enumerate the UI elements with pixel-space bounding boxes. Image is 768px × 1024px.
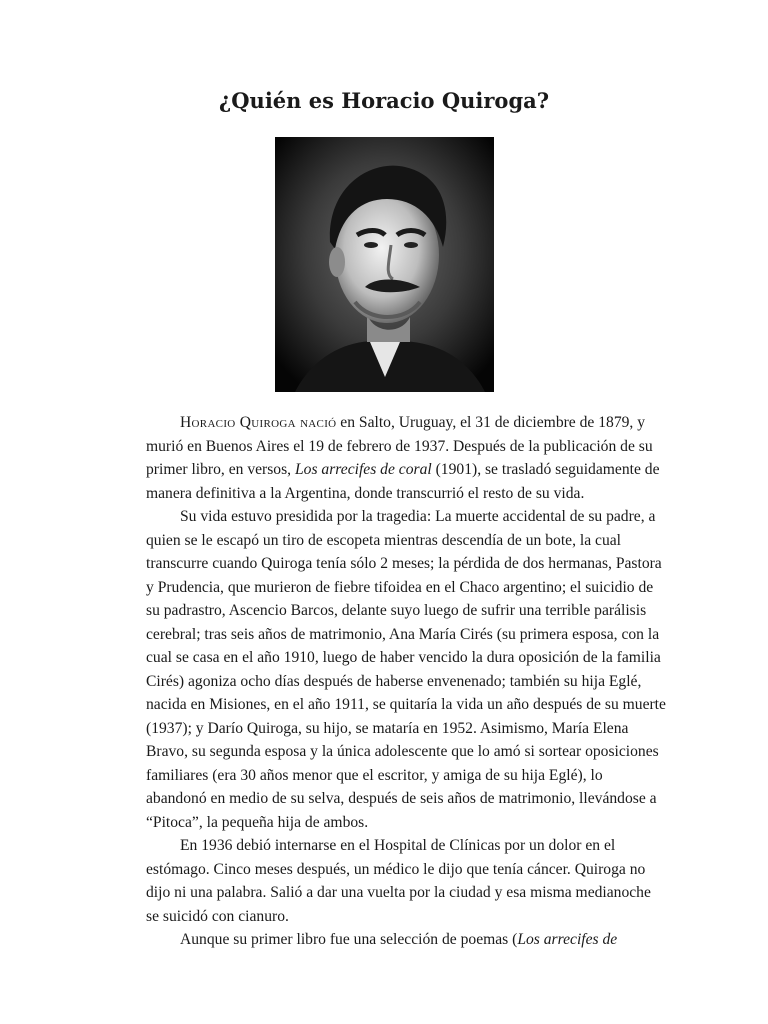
portrait-photo xyxy=(275,137,494,392)
body-text xyxy=(146,411,666,952)
author-name-lead: Horacio Quiroga nació xyxy=(180,414,337,431)
book-title: Los arrecifes de xyxy=(517,931,618,948)
paragraph-4: Aunque su primer libro fue una selección de poemas (Los arrecifes de xyxy=(180,931,618,948)
book-title: Los arrecifes de coral xyxy=(294,461,432,478)
page-title: ¿Quién es Horacio Quiroga? xyxy=(218,88,550,113)
paragraph-1: Horacio Quiroga nació en Salto, Uruguay, el 31 de diciembre de 1879, y murió en Buenos Aires el 19 de febrero de 1937. Después de la publicación de su primer libro, en versos, Los arrecifes de coral (1901), se trasladó seguidamente de manera definitiva a la Argentina, donde transcurrió el resto de su vida. xyxy=(146,414,660,502)
paragraph-3: En 1936 debió internarse en el Hospital de Clínicas por un dolor en el estómago. Cinco meses después, un médico le dijo que tenía cáncer. Quiroga no dijo ni una palabra. Salió a dar una vuelta por la ciudad y esa misma medianoche se suicidó con cianuro. xyxy=(146,837,651,925)
paragraph-2: Su vida estuvo presidida por la tragedia: La muerte accidental de su padre, a quien se le escapó un tiro de escopeta mientras descendía de un bote, la cual transcurre cuando Quiroga tenía sólo 2 meses; la pérdida de dos hermanas, Pastora y Prudencia, que murieron de fiebre tifoidea en el Chaco argentino; el suicidio de su padrastro, Ascencio Barcos, delante suyo luego de sufrir una terrible parálisis cerebral; tras seis años de matrimonio, Ana María Cirés (su primera esposa, con la cual se casa en el año 1910, luego de haber vencido la dura oposición de la familia Cirés) agoniza ocho días después de haberse envenenado; también su hija Eglé, nacida en Misiones, en el año 1911, se quitaría la vida un año después de su muerte (1937); y Darío Quiroga, su hijo, se mataría en 1952. Asimismo, María Elena Bravo, su segunda esposa y la única adolescente que lo amó si sortear oposiciones familiares (era 30 años menor que el escritor, y amiga de su hija Eglé), lo abandonó en medio de su selva, después de seis años de matrimonio, llevándose a “Pitoca”, la pequeña hija de ambos. xyxy=(146,508,666,831)
portrait-photo-icon xyxy=(275,137,494,392)
